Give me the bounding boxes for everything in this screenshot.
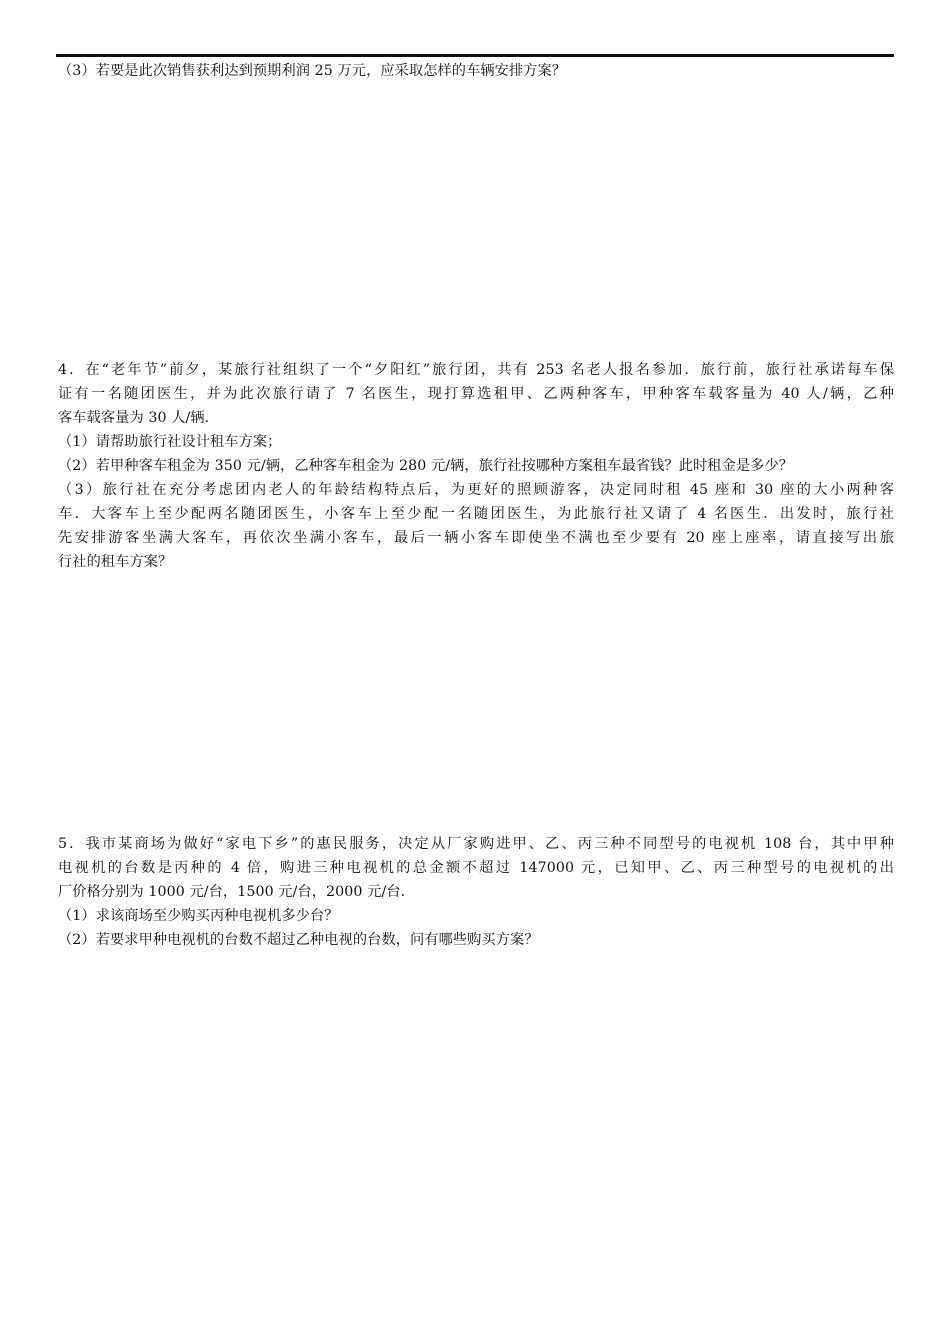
question-3-part-3	[58, 59, 894, 83]
question-4-part-3-line: 行社的租车方案？	[58, 554, 173, 570]
question-4-part-3-line: （3）旅行社在充分考虑团内老人的年龄结构特点后，为更好的照顾游客，决定同时租 45 座和 30 座的大小两种客	[58, 482, 894, 498]
question-4-stem-line: 客车载客量为 30 人/辆．	[58, 410, 219, 426]
question-5-part-1: （1）求该商场至少购买丙种电视机多少台？	[58, 908, 339, 924]
question-4-part-2: （2）若甲种客车租金为 350 元/辆，乙种客车租金为 280 元/辆，旅行社按哪种方案租车最省钱？此时租金是多少？	[58, 458, 794, 474]
question-4-stem-line: 4．在“老年节”前夕，某旅行社组织了一个“夕阳红”旅行团，共有 253 名老人报名参加．旅行前，旅行社承诺每车保	[58, 362, 894, 378]
top-rule	[56, 54, 894, 57]
question-5-stem-line: 厂价格分别为 1000 元/台，1500 元/台，2000 元/台．	[58, 884, 415, 900]
question-4-part-1: （1）请帮助旅行社设计租车方案；	[58, 434, 282, 450]
question-5-stem-line: 5．我市某商场为做好“家电下乡”的惠民服务，决定从厂家购进甲、乙、丙三种不同型号的电视机 108 台，其中甲种	[58, 836, 894, 852]
question-4-part-3-line: 车．大客车上至少配两名随团医生，小客车上至少配一名随团医生，为此旅行社又请了 4 名医生．出发时，旅行社	[58, 506, 894, 522]
question-4-stem-line: 证有一名随团医生，并为此次旅行请了 7 名医生，现打算选租甲、乙两种客车，甲种客车载客量为 40 人/辆，乙种	[58, 386, 894, 402]
question-4-part-3-line: 先安排游客坐满大客车，再依次坐满小客车，最后一辆小客车即使坐不满也至少要有 20 座上座率，请直接写出旅	[58, 530, 894, 546]
question-5-stem-line: 电视机的台数是丙种的 4 倍，购进三种电视机的总金额不超过 147000 元，已知甲、乙、丙三种型号的电视机的出	[58, 860, 894, 876]
question-4	[58, 358, 894, 574]
question-5-part-2: （2）若要求甲种电视机的台数不超过乙种电视的台数，问有哪些购买方案？	[58, 932, 539, 948]
question-3-part-3-text: （3）若要是此次销售获利达到预期利润 25 万元，应采取怎样的车辆安排方案？	[58, 63, 567, 79]
question-5	[58, 832, 894, 952]
